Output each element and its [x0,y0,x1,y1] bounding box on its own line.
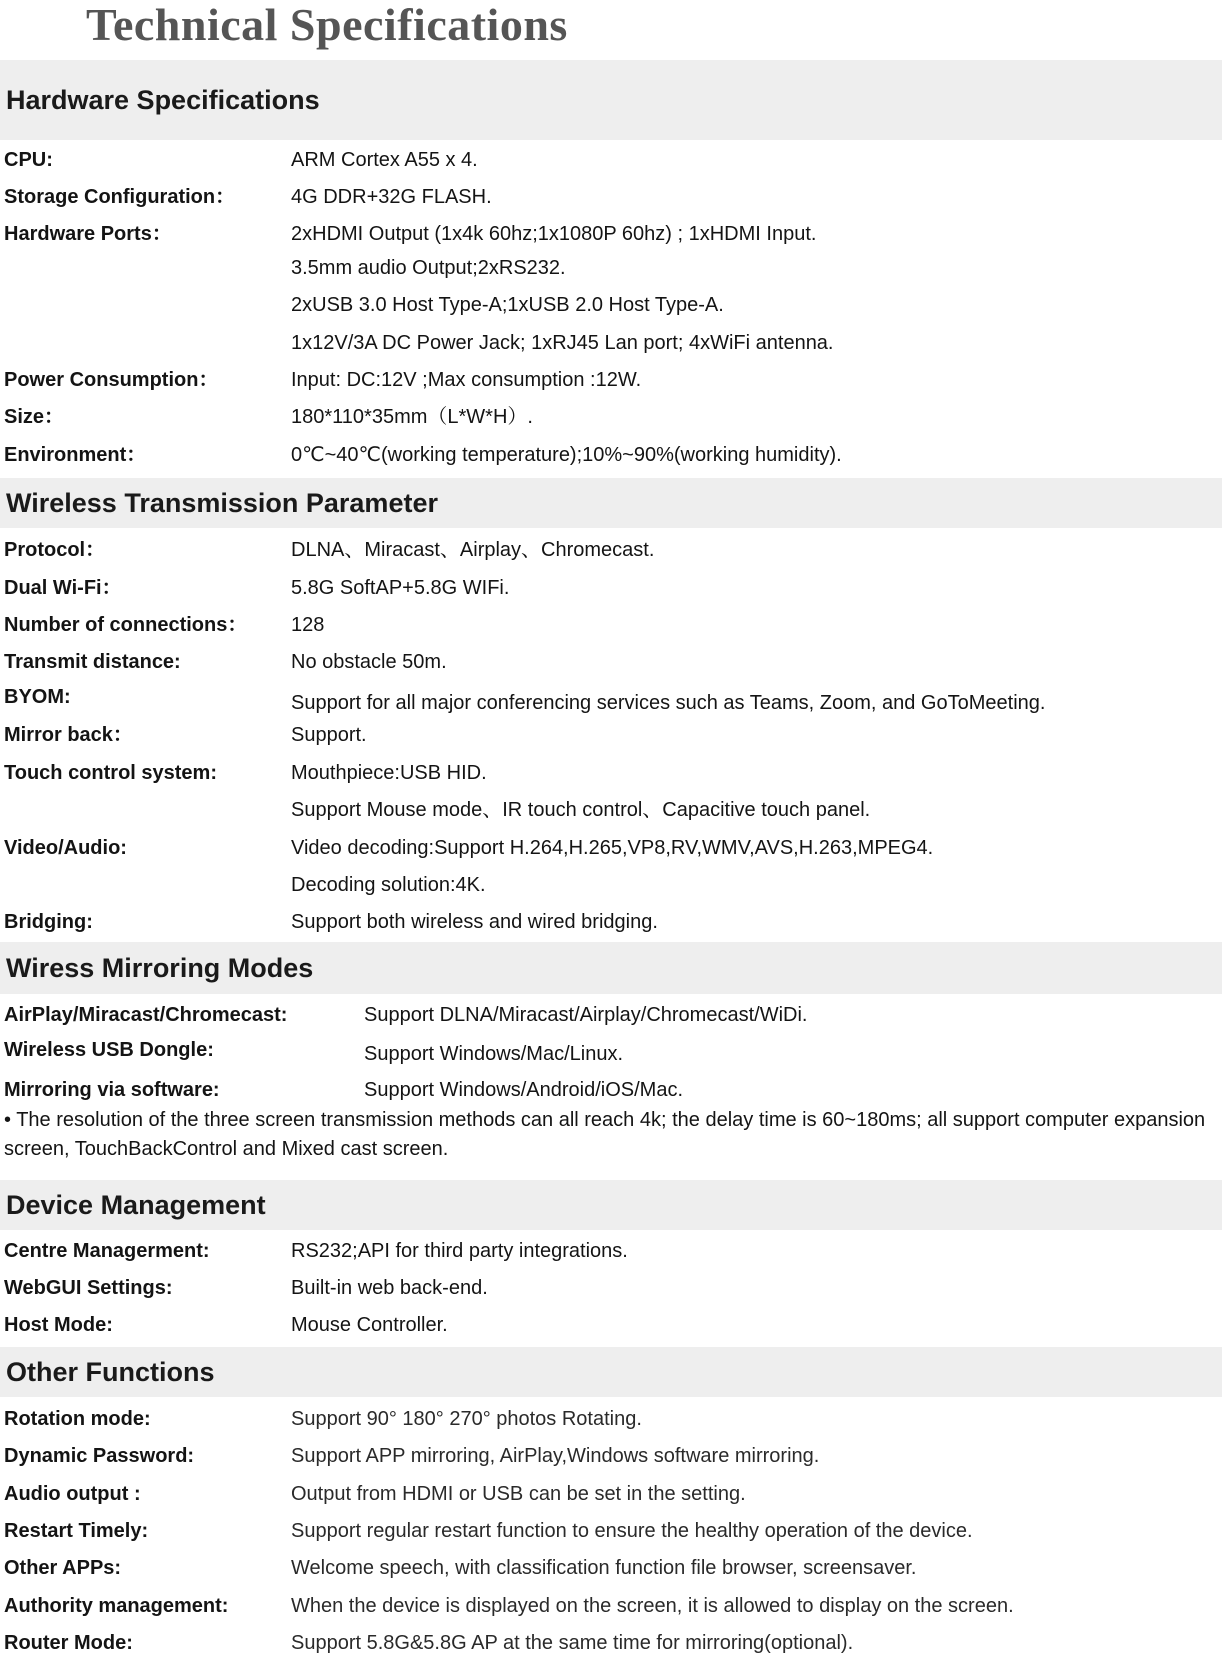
section-heading-hardware: Hardware Specifications [0,60,1222,140]
section-heading-mirroring: Wiress Mirroring Modes [0,942,1222,994]
spec-label: Authority management: [4,1595,229,1617]
spec-row-host-mode [0,1310,1222,1340]
spec-value: RS232;API for third party integrations. [291,1240,628,1262]
spec-label: Other APPs: [4,1557,122,1579]
spec-row-ports-cont [0,328,1222,358]
spec-value: 0℃~40℃(working temperature);10%~90%(working humidity). [291,444,842,466]
spec-value: 3.5mm audio Output;2xRS232. [291,257,566,279]
spec-value: 2xUSB 3.0 Host Type-A;1xUSB 2.0 Host Type-A. [291,294,724,316]
spec-row-touch-cont [0,795,1222,825]
spec-value: 2xHDMI Output (1x4k 60hz;1x1080P 60hz) ; 1xHDMI Input. [291,223,817,245]
spec-row-connections [0,610,1222,640]
spec-label: AirPlay/Miracast/Chromecast: [4,1004,288,1026]
spec-value: Support for all major conferencing services such as Teams, Zoom, and GoToMeeting. [291,692,1046,714]
spec-row-audio-output [0,1479,1222,1509]
spec-row-centre [0,1236,1222,1266]
spec-value: Video decoding:Support H.264,H.265,VP8,RV,WMV,AVS,H.263,MPEG4. [291,837,934,859]
spec-row-protocol [0,535,1222,565]
spec-label: Dynamic Password: [4,1445,195,1467]
spec-label: Protocol： [4,539,106,561]
spec-row-usb-dongle [0,1035,1222,1065]
spec-label: Transmit distance: [4,651,181,673]
spec-row-distance [0,647,1222,677]
spec-row-video-audio [0,833,1222,863]
spec-value: Support 90° 180° 270° photos Rotating. [291,1408,642,1430]
spec-value: Decoding solution:4K. [291,874,486,896]
spec-row-cpu [0,145,1222,175]
spec-value: Support. [291,724,367,746]
section-heading-other: Other Functions [0,1347,1222,1397]
section-heading-wireless: Wireless Transmission Parameter [0,478,1222,528]
spec-label: Video/Audio: [4,837,127,859]
spec-label: Storage Configuration： [4,186,236,208]
spec-value: When the device is displayed on the screen, it is allowed to display on the screen. [291,1595,1014,1617]
spec-value: 180*110*35mm（L*W*H）. [291,406,533,428]
spec-row-power [0,365,1222,395]
spec-value: Welcome speech, with classification function file browser, screensaver. [291,1557,917,1579]
spec-label: Wireless USB Dongle: [4,1039,214,1061]
spec-value: 1x12V/3A DC Power Jack; 1xRJ45 Lan port; 4xWiFi antenna. [291,332,834,354]
spec-value: 4G DDR+32G FLASH. [291,186,492,208]
spec-row-environment [0,440,1222,470]
spec-value: No obstacle 50m. [291,651,447,673]
spec-row-ports-cont [0,290,1222,320]
page-title: Technical Specifications [86,0,568,50]
spec-value: Support both wireless and wired bridging. [291,911,658,933]
spec-value: Support Windows/Mac/Linux. [364,1043,624,1065]
spec-value: Support 5.8G&5.8G AP at the same time for mirroring(optional). [291,1632,854,1654]
spec-label: CPU: [4,149,53,171]
spec-row-storage [0,182,1222,212]
spec-value: ARM Cortex A55 x 4. [291,149,478,171]
spec-row-password [0,1441,1222,1471]
spec-label: Bridging: [4,911,93,933]
spec-label: Router Mode: [4,1632,133,1654]
spec-row-authority [0,1591,1222,1621]
spec-row-video-audio-cont [0,870,1222,900]
spec-row-byom [0,682,1222,712]
spec-label: Audio output : [4,1483,141,1505]
spec-row-restart [0,1516,1222,1546]
spec-value: Support Windows/Android/iOS/Mac. [364,1079,684,1101]
spec-label: Dual Wi-Fi： [4,577,122,599]
spec-label: Environment： [4,444,147,466]
spec-label: BYOM: [4,686,71,708]
spec-value: Output from HDMI or USB can be set in the setting. [291,1483,746,1505]
spec-value: Input: DC:12V ;Max consumption :12W. [291,369,642,391]
spec-value: Built-in web back-end. [291,1277,488,1299]
spec-value: Support regular restart function to ensure the healthy operation of the device. [291,1520,973,1542]
spec-label: Number of connections： [4,614,248,636]
spec-row-webgui [0,1273,1222,1303]
spec-row-ports [0,219,1222,249]
spec-row-airplay [0,1000,1222,1030]
spec-label: Centre Managerment: [4,1240,210,1262]
spec-label: Mirror back： [4,724,133,746]
spec-value: 5.8G SoftAP+5.8G WIFi. [291,577,510,599]
spec-label: WebGUI Settings: [4,1277,173,1299]
spec-value: Support Mouse mode、IR touch control、Capacitive touch panel. [291,799,871,821]
spec-row-ports-cont [0,253,1222,283]
spec-label: Host Mode: [4,1314,113,1336]
spec-row-size [0,402,1222,432]
spec-row-rotation [0,1404,1222,1434]
section-heading-device: Device Management [0,1180,1222,1230]
spec-label: Touch control system: [4,762,217,784]
spec-label: Size： [4,406,65,428]
spec-value: Mouthpiece:USB HID. [291,762,487,784]
spec-row-software [0,1075,1222,1105]
spec-label: Hardware Ports： [4,223,172,245]
spec-label: Rotation mode: [4,1408,151,1430]
mirroring-note: • The resolution of the three screen transmission methods can all reach 4k; the delay time is 60~180ms; all support computer expansion screen, TouchBackControl and Mixed cast screen. [4,1109,1206,1160]
spec-value: Mouse Controller. [291,1314,448,1336]
spec-value: Support APP mirroring, AirPlay,Windows software mirroring. [291,1445,820,1467]
spec-value: 128 [291,614,325,636]
spec-label: Power Consumption： [4,369,219,391]
spec-row-bridging [0,907,1222,937]
spec-row-mirror-back [0,720,1222,750]
spec-row-dual-wifi [0,573,1222,603]
spec-value: Support DLNA/Miracast/Airplay/Chromecast/WiDi. [364,1004,808,1026]
spec-row-router [0,1628,1222,1658]
spec-row-other-apps [0,1553,1222,1583]
spec-label: Mirroring via software: [4,1079,220,1101]
spec-row-touch [0,758,1222,788]
spec-value: DLNA、Miracast、Airplay、Chromecast. [291,539,655,561]
spec-label: Restart Timely: [4,1520,149,1542]
